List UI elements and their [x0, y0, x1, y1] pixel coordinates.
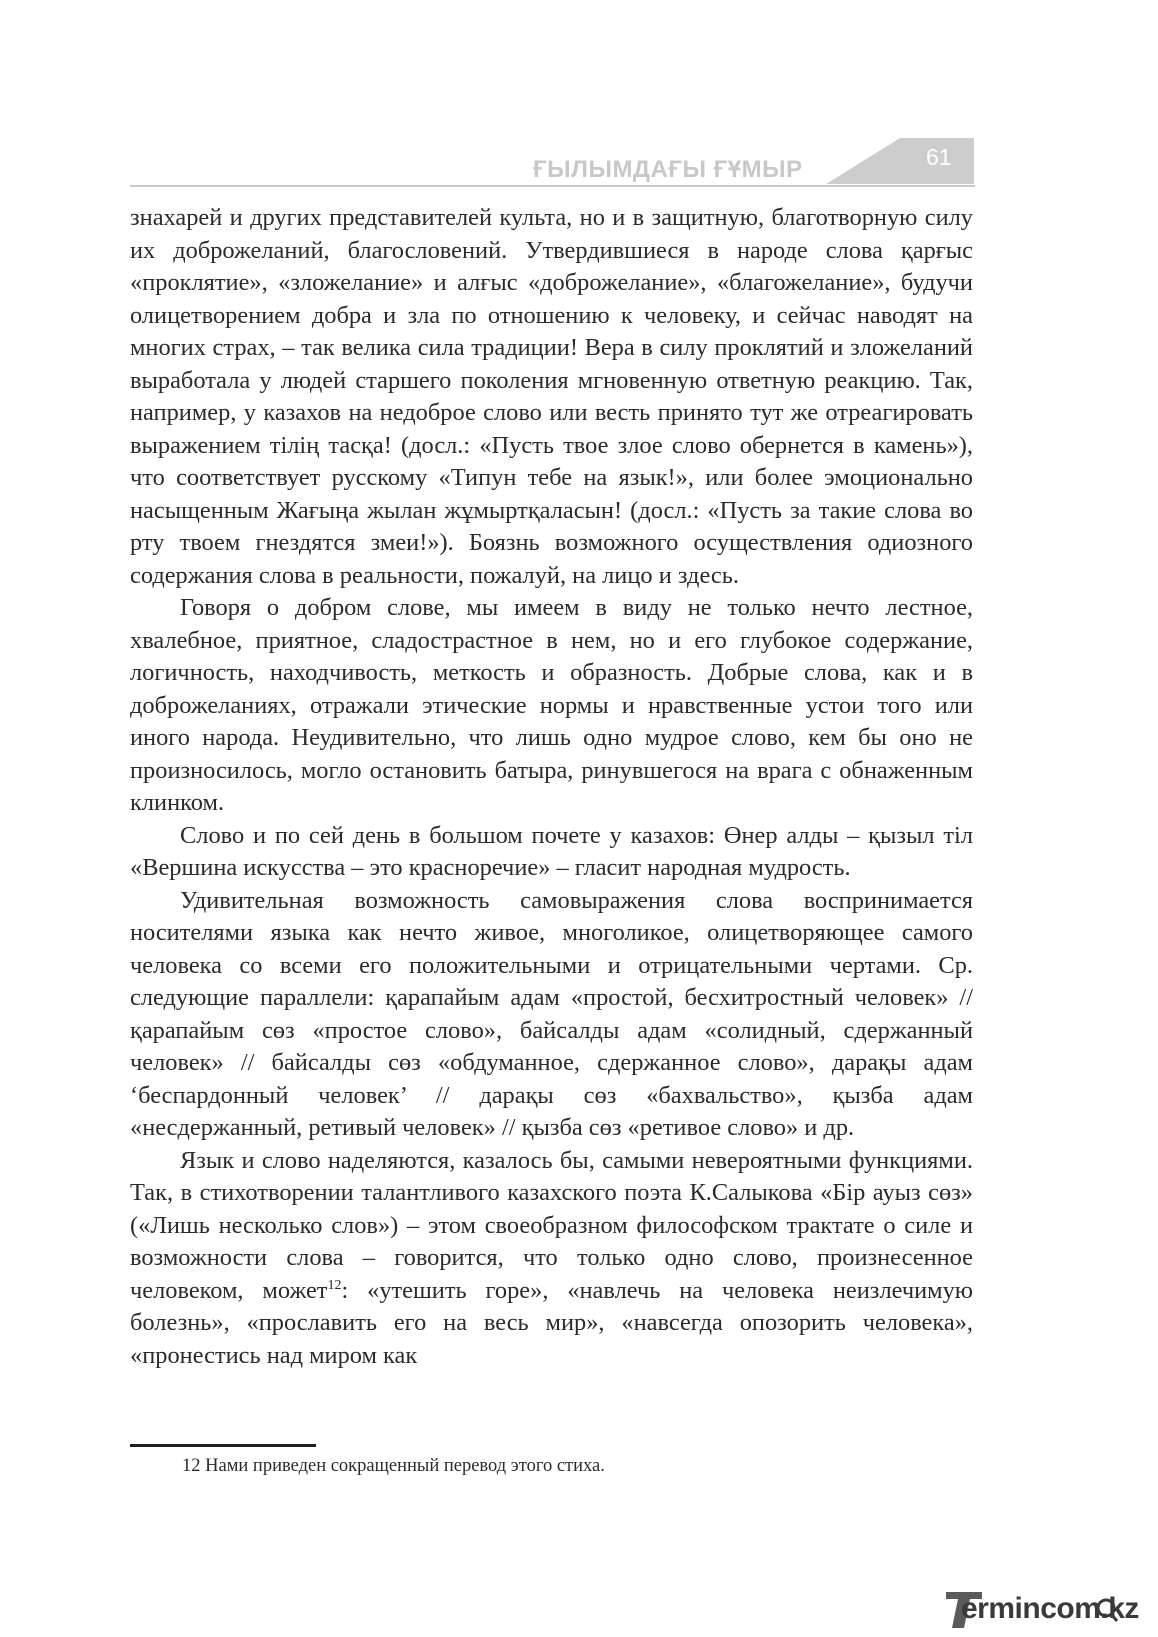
- footnote: 12 Нами приведен сокращенный перевод этого стиха.: [182, 1456, 605, 1476]
- watermark-text-start: ermincо: [961, 1592, 1075, 1625]
- page-number: 61: [926, 144, 952, 170]
- page-number-tab: [826, 138, 974, 184]
- body-text: [130, 202, 973, 1372]
- paragraph-5-continuation: : «утешить горе», «навлечь на человека неизлечимую болезнь», «прославить его на весь мир», «навсегда опозорить человека», «пронестись над миром как: [130, 1276, 974, 1369]
- watermark-text-end: m.kz: [1074, 1592, 1139, 1625]
- footnote-rule: [130, 1444, 316, 1447]
- paragraph-5-text: Язык и слово наделяются, казалось бы, самыми невероятными функциями. Так, в стихотворении талантливого казахского поэта К.Салыкова «Бір ауыз сөз» («Лишь несколько слов») – этом своеобразном философском трактате о силе и возможности слова – говорится, что только одно слово, произнесенное человеком, может: [130, 1146, 973, 1304]
- watermark: [961, 1592, 1139, 1626]
- header-rule: [130, 185, 975, 187]
- running-title: ҒЫЛЫМДАҒЫ ҒҰМЫР: [533, 156, 803, 183]
- paragraph-2: Говоря о добром слове, мы имеем в виду не только нечто лестное, хвалебное, приятное, сладострастное в нем, но и его глубокое содержание, логичность, находчивость, меткость и образность. Добрые слова, как и в доброжеланиях, отражали этические нормы и нравственные устои того или иного народа. Неудивительно, что лишь одно мудрое слово, кем бы оно не произносилось, могло остановить батыра, ринувшегося на врага с обнаженным клинком.: [130, 594, 973, 816]
- paragraph-5: [130, 1145, 973, 1373]
- footnote-reference: 12: [327, 1277, 342, 1293]
- paragraph-3: Слово и по сей день в большом почете у казахов: Өнер алды – қызыл тіл «Вершина искусства – это красноречие» – гласит народная мудрость.: [130, 821, 973, 881]
- paragraph-4: Удивительная возможность самовыражения слова воспринимается носителями языка как нечто живое, многоликое, олицетворяющее самого человека со всеми его положительными и отрицательными чертами. Ср. следующие параллели: қарапайым адам «простой, бесхитростный человек» // қарапайым сөз «простое слово», байсалды адам «солидный, сдержанный человек» // байсалды сөз «обдуманное, сдержанное слово», дарақы адам ‘беспардонный человек’ // дарақы сөз «бахвальство», қызба адам «несдержанный, ретивый человек» // қызба сөз «ретивое слово» и др.: [130, 886, 973, 1141]
- paragraph-1: знахарей и других представителей культа, но и в защитную, благотворную силу их доброжеланий, благословений. Утвердившиеся в народе слова қарғыс «проклятие», «зложелание» и алғыс «доброжелание», «благожелание», будучи олицетворением добра и зла по отношению к человеку, и сейчас наводят на многих страх, – так велика сила традиции! Вера в силу проклятий и зложеланий выработала у людей старшего поколения мгновенную ответную реакцию. Так, например, у казахов на недоброе слово или весть принято тут же отреагировать выражением тілің тасқа! (досл.: «Пусть твое злое слово обернется в камень»), что соответствует русскому «Типун тебе на язык!», или более эмоционально насыщенным Жағыңа жылан жұмыртқаласын! (досл.: «Пусть за такие слова во рту твоем гнездятся змеи!»). Боязнь возможного осуществления одиозного содержания слова в реальности, пожалуй, на лицо и здесь.: [130, 204, 973, 589]
